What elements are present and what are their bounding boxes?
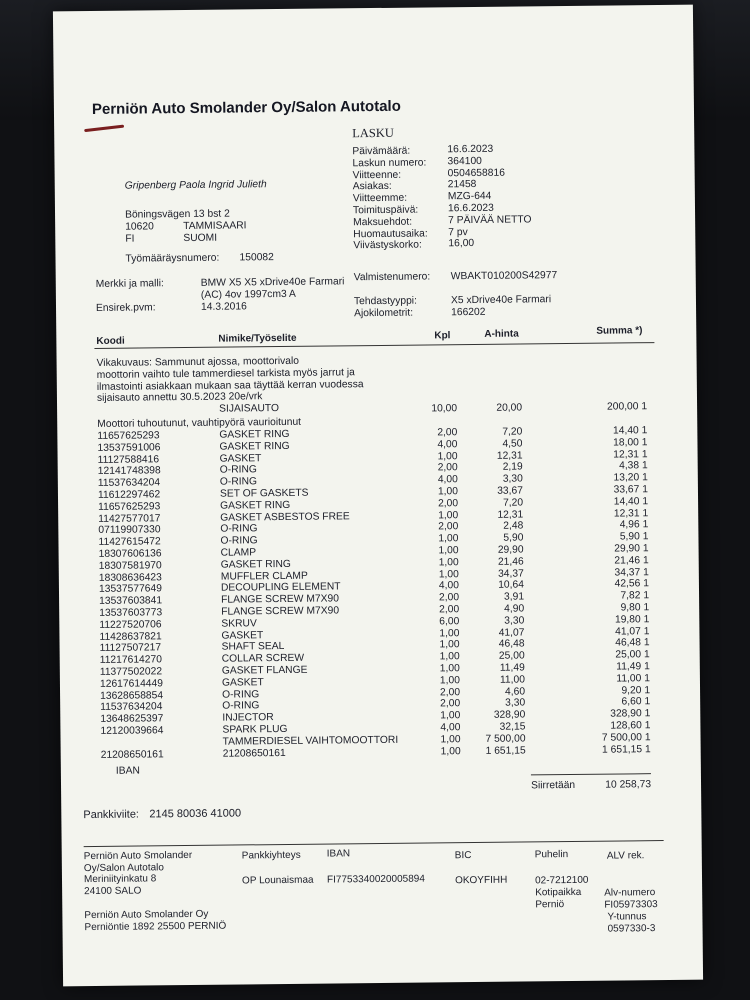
meta-value: 16.6.2023	[447, 143, 494, 156]
item-price: 29,90	[497, 544, 524, 556]
item-sum: 34,37 1	[614, 566, 649, 579]
col-name-header: Nimike/Työselite	[218, 332, 297, 345]
item-qty: 1,00	[438, 545, 459, 557]
item-name: O-RING	[219, 464, 257, 477]
item-qty: 4,00	[437, 474, 458, 486]
item-name: COLLAR SCREW	[221, 652, 305, 665]
item-name: CLAMP	[220, 547, 257, 559]
footer-bank: OP Lounaismaa	[241, 874, 314, 887]
item-sum: 9,80 1	[620, 602, 650, 614]
item-sum: 4,96 1	[619, 519, 649, 531]
item-sum: 7,82 1	[620, 590, 650, 602]
footer-vat-label: ALV rek.	[606, 850, 645, 862]
item-qty: 1,00	[438, 556, 459, 569]
item-code: 11657625293	[97, 430, 160, 442]
item-price: 4,60	[504, 686, 526, 698]
vin-value: WBAKT010200S42977	[450, 270, 558, 283]
meta-label: Viivästyskorko:	[353, 239, 422, 252]
meta-label: Päivämäärä:	[352, 145, 411, 158]
bank-ref-value: 2145 80036 41000	[149, 807, 242, 821]
meta-value: 7 PÄIVÄÄ NETTO	[448, 214, 532, 227]
customer-name: Gripenberg Paola Ingrid Julieth	[124, 179, 267, 192]
meta-value: MZG-644	[447, 190, 492, 203]
item-code: 18307606136	[98, 548, 162, 560]
item-name: O-RING	[222, 700, 260, 713]
meta-value: 7 pv	[448, 226, 468, 238]
vehicle-make-label: Merkki ja malli:	[95, 278, 164, 290]
item-sum: 11,49 1	[616, 661, 650, 673]
carry-divider	[531, 773, 651, 775]
item-qty: 6,00	[439, 615, 460, 628]
item-qty: 1,00	[438, 568, 459, 580]
item-sum: 4,38 1	[619, 460, 648, 472]
item-code: 18308636423	[98, 571, 162, 584]
footer-home: Perniö	[535, 899, 565, 911]
item-sum: 200,00 1	[606, 401, 648, 413]
item-sum: 9,20 1	[621, 684, 651, 697]
item-code: 13537603841	[99, 595, 163, 608]
company-name: Perniön Auto Smolander Oy/Salon Autotalo	[91, 97, 401, 118]
item-price: 5,90	[503, 532, 524, 544]
item-sum: 14,40 1	[612, 425, 648, 437]
item-name: GASKET	[221, 677, 264, 689]
item-sum: 13,20 1	[613, 472, 648, 484]
item-name: GASKET RING	[219, 440, 290, 453]
item-sum: 7 500,00 1	[601, 731, 651, 744]
item-code: 11217614270	[99, 654, 163, 667]
item-price: 3,30	[502, 473, 523, 485]
item-sum: 128,60 1	[610, 720, 651, 732]
item-qty: 1,00	[438, 533, 459, 545]
item-qty: 1,00	[438, 509, 459, 521]
customer-zip: 10620	[125, 221, 154, 233]
item-code: 11127507217	[99, 642, 162, 655]
item-sum: 41,07 1	[615, 625, 650, 638]
item-code: 13537577649	[98, 583, 163, 596]
item-code: 13537591006	[97, 442, 161, 454]
item-sum: 33,67 1	[613, 484, 649, 496]
item-name: FLANGE SCREW M7X90	[221, 605, 340, 618]
item-qty: 2,00	[437, 497, 459, 510]
item-price: 41,07	[498, 627, 525, 639]
description-line: ilmastointi asiakkaan mukaan saa täyttää kerran vuodessa	[96, 378, 364, 393]
item-price: 33,67	[497, 485, 524, 497]
item-sum: 6,60 1	[621, 696, 651, 708]
item-code: 11537634204	[100, 701, 163, 714]
meta-value: 16,00	[448, 238, 475, 250]
item-price: 3,30	[504, 615, 525, 627]
item-code: 11657625293	[98, 501, 161, 513]
item-name: SKRUV	[221, 618, 257, 630]
item-qty: 2,00	[439, 686, 461, 698]
item-sum: 29,90 1	[614, 543, 649, 555]
item-price: 10,64	[498, 579, 525, 592]
item-qty: 2,00	[438, 592, 460, 604]
item-name: O-RING	[220, 523, 258, 536]
item-name: DECOUPLING ELEMENT	[220, 581, 341, 595]
item-name: O-RING	[220, 535, 258, 547]
footer-ytunnus-label: Y-tunnus	[607, 911, 647, 923]
item-price: 34,37	[497, 568, 524, 580]
footer-ytunnus: 0597330-3	[607, 923, 656, 935]
meta-label: Huomautusaika:	[353, 228, 428, 240]
item-sum: 25,00 1	[615, 649, 650, 661]
registration-date: 14.3.2016	[200, 301, 247, 313]
item-name: GASKET RING	[220, 558, 291, 571]
mileage-label: Ajokilometrit:	[354, 307, 414, 320]
item-code: 11377502022	[99, 666, 163, 678]
footer-vat-number: FI05973303	[604, 899, 658, 911]
vehicle-make-line2: (AC) 4ov 1997cm3 A	[200, 288, 296, 301]
work-order-number: 150082	[239, 252, 274, 264]
item-code: 13537603773	[99, 607, 163, 619]
item-price: 21,46	[497, 556, 524, 568]
item-code: 11427577017	[98, 512, 161, 525]
item-name: GASKET RING	[220, 499, 291, 512]
factory-type-label: Tehdastyyppi:	[353, 295, 417, 308]
meta-value: 0504658816	[447, 167, 505, 179]
item-sum: 12,31 1	[613, 507, 649, 520]
item-price: 46,48	[498, 638, 525, 651]
meta-label: Viitteemme:	[352, 192, 408, 205]
meta-label: Viitteenne:	[352, 169, 402, 181]
carry-label: Siirretään	[530, 779, 576, 792]
work-order-label: Työmääräysnumero:	[125, 252, 220, 265]
item-sum: 1 651,15 1	[601, 743, 651, 756]
item-price: 7 500,00	[485, 733, 526, 745]
item-name: 21208650161	[222, 747, 286, 760]
col-qty-header: Kpl	[434, 330, 451, 342]
item-price: 2,48	[503, 520, 524, 533]
footer-address-line: Perniön Auto Smolander Oy	[84, 908, 209, 922]
footer-bic-label: BIC	[454, 850, 472, 862]
item-code: 18307581970	[98, 560, 162, 572]
item-sum: 42,56 1	[614, 578, 649, 590]
item-qty: 2,00	[438, 521, 459, 533]
item-price: 12,31	[497, 509, 524, 521]
item-qty: 1,00	[437, 486, 459, 498]
description-line: Vikakuvaus: Sammunut ajossa, moottorivalo	[96, 355, 300, 369]
item-name: TAMMERDIESEL VAIHTOMOOTTORI	[222, 734, 399, 748]
footer-address-1	[84, 850, 193, 897]
item-name: GASKET ASBESTOS FREE	[220, 510, 350, 524]
footer-bic: OKOYFIHH	[454, 874, 508, 887]
item-qty: 2,00	[437, 427, 458, 439]
customer-street: Böningsvägen 13 bst 2	[124, 208, 230, 221]
item-qty: 4,00	[440, 722, 461, 734]
footer-iban: FI7753340020005894	[326, 873, 425, 886]
vehicle-make: BMW X5 X5 xDrive40e Farmari	[200, 276, 345, 289]
item-qty: 1,00	[440, 733, 461, 746]
item-name: O-RING	[219, 476, 258, 488]
item-qty: 2,00	[440, 698, 461, 710]
item-name: GASKET	[221, 629, 264, 642]
item-price: 20,00	[496, 402, 523, 414]
item-price: 328,90	[493, 709, 526, 721]
item-price: 2,19	[502, 461, 523, 474]
item-sum: 5,90 1	[619, 531, 649, 543]
footer-address-line: Perniöntie 1892 25500 PERNIÖ	[84, 920, 227, 933]
item-name: SET OF GASKETS	[219, 487, 309, 500]
item-code: 21208650161	[100, 748, 164, 761]
bank-ref-label: Pankkiviite:	[83, 808, 140, 822]
meta-label: Maksuehdot:	[353, 216, 413, 229]
item-code: 11427615472	[98, 536, 161, 549]
document-title: LASKU	[352, 125, 394, 141]
footer-address-2	[84, 909, 226, 933]
item-name: MUFFLER CLAMP	[220, 570, 308, 583]
item-price: 25,00	[498, 650, 525, 662]
item-qty: 2,00	[439, 604, 460, 616]
item-qty: 4,00	[437, 438, 458, 451]
iban-note: IBAN	[115, 765, 140, 777]
item-price: 12,31	[496, 450, 523, 462]
vin-label: Valmistenumero:	[353, 271, 431, 284]
footer-address-line: 24100 SALO	[84, 884, 142, 897]
description-line: sijaisauto annettu 30.5.2023 20e/vrk	[96, 391, 263, 405]
item-name: SHAFT SEAL	[221, 641, 285, 654]
footer-phone: 02-7212100	[534, 874, 589, 887]
footer-address-line: Meriniityinkatu 8	[83, 873, 157, 886]
header-divider	[94, 342, 654, 349]
damage-note: Moottori tuhoutunut, vauhtipyörä vaurioitunut	[97, 416, 302, 430]
mileage-value: 166202	[451, 306, 486, 319]
item-code: 12617614449	[99, 678, 164, 690]
footer-address-line: Oy/Salon Autotalo	[83, 861, 165, 874]
item-qty: 1,00	[440, 745, 461, 757]
item-price: 7,20	[502, 497, 524, 509]
item-qty: 1,00	[439, 663, 460, 675]
footer-address-line: Perniön Auto Smolander	[83, 849, 193, 863]
factory-type: X5 xDrive40e Farmari	[450, 294, 552, 307]
item-name: SPARK PLUG	[222, 723, 288, 736]
meta-value: 364100	[447, 155, 482, 168]
item-code: 13628658854	[100, 689, 164, 702]
footer-iban-label: IBAN	[326, 848, 351, 860]
item-qty: 2,00	[437, 462, 458, 474]
item-sum: 46,48 1	[615, 637, 650, 649]
item-sum: 12,31 1	[613, 448, 648, 461]
meta-label: Laskun numero:	[352, 157, 427, 170]
item-qty: 1,00	[439, 639, 460, 651]
item-qty: 1,00	[439, 674, 460, 687]
customer-country-code: FI	[125, 233, 135, 245]
pen-mark	[84, 125, 124, 133]
description-line: moottorin vaihto tule tammerdiesel tarkista myös jarrut ja	[96, 367, 355, 381]
item-sum: 21,46 1	[614, 554, 649, 567]
item-code: 12120039664	[100, 725, 164, 737]
item-qty: 1,00	[439, 627, 460, 639]
item-sum: 19,80 1	[614, 613, 650, 626]
col-sum-header: Summa *)	[596, 325, 643, 337]
item-name: SIJAISAUTO	[219, 403, 280, 415]
item-code: 12141748398	[97, 465, 161, 478]
item-price: 1 651,15	[485, 745, 526, 757]
carry-value: 10 258,73	[605, 779, 652, 791]
item-price: 4,50	[502, 438, 523, 450]
item-qty: 4,00	[438, 580, 460, 592]
item-price: 3,91	[503, 591, 525, 603]
item-qty: 1,00	[440, 710, 461, 722]
item-name: GASKET	[219, 452, 262, 465]
col-price-header: A-hinta	[484, 328, 519, 340]
item-code: 11227520706	[99, 619, 162, 631]
item-price: 4,90	[504, 603, 525, 615]
item-sum: 328,90 1	[610, 708, 651, 720]
item-sum: 11,00 1	[616, 672, 650, 685]
item-code: 11428637821	[99, 630, 162, 643]
item-name: GASKET FLANGE	[221, 664, 308, 677]
item-code: 11127588416	[97, 453, 160, 466]
item-code: 13648625397	[100, 713, 164, 726]
item-price: 7,20	[502, 426, 523, 438]
customer-country: SUOMI	[183, 232, 218, 245]
footer-divider	[84, 840, 664, 847]
invoice-paper	[53, 5, 703, 987]
item-code: 07119907330	[98, 524, 161, 537]
item-name: O-RING	[222, 688, 260, 701]
item-qty: 1,00	[437, 450, 458, 462]
item-code: 11612297462	[97, 489, 161, 501]
item-qty: 1,00	[439, 651, 460, 663]
meta-value: 21458	[447, 179, 477, 191]
meta-label: Asiakas:	[352, 181, 392, 193]
customer-city: TAMMISAARI	[183, 220, 247, 233]
item-sum: 14,40 1	[613, 495, 649, 508]
item-name: GASKET RING	[219, 428, 290, 441]
footer-bank-label: Pankkiyhteys	[241, 849, 301, 862]
item-qty: 10,00	[431, 403, 458, 415]
item-price: 32,15	[499, 721, 526, 733]
item-name: INJECTOR	[222, 712, 274, 724]
item-price: 3,30	[505, 697, 526, 710]
footer-home-label: Kotipaikka	[535, 886, 582, 899]
item-price: 11,49	[499, 662, 525, 674]
footer-phone-label: Puhelin	[534, 849, 569, 861]
footer-vat-number-label: Alv-numero	[604, 887, 656, 899]
item-price: 11,00	[499, 674, 525, 686]
meta-value: 16.6.2023	[447, 202, 494, 215]
item-code: 11537634204	[97, 477, 161, 490]
item-sum: 18,00 1	[613, 436, 648, 449]
registration-label: Ensirek.pvm:	[95, 302, 156, 314]
col-code-header: Koodi	[96, 335, 125, 347]
item-name: FLANGE SCREW M7X90	[221, 593, 340, 606]
meta-label: Toimituspäivä:	[352, 204, 419, 217]
